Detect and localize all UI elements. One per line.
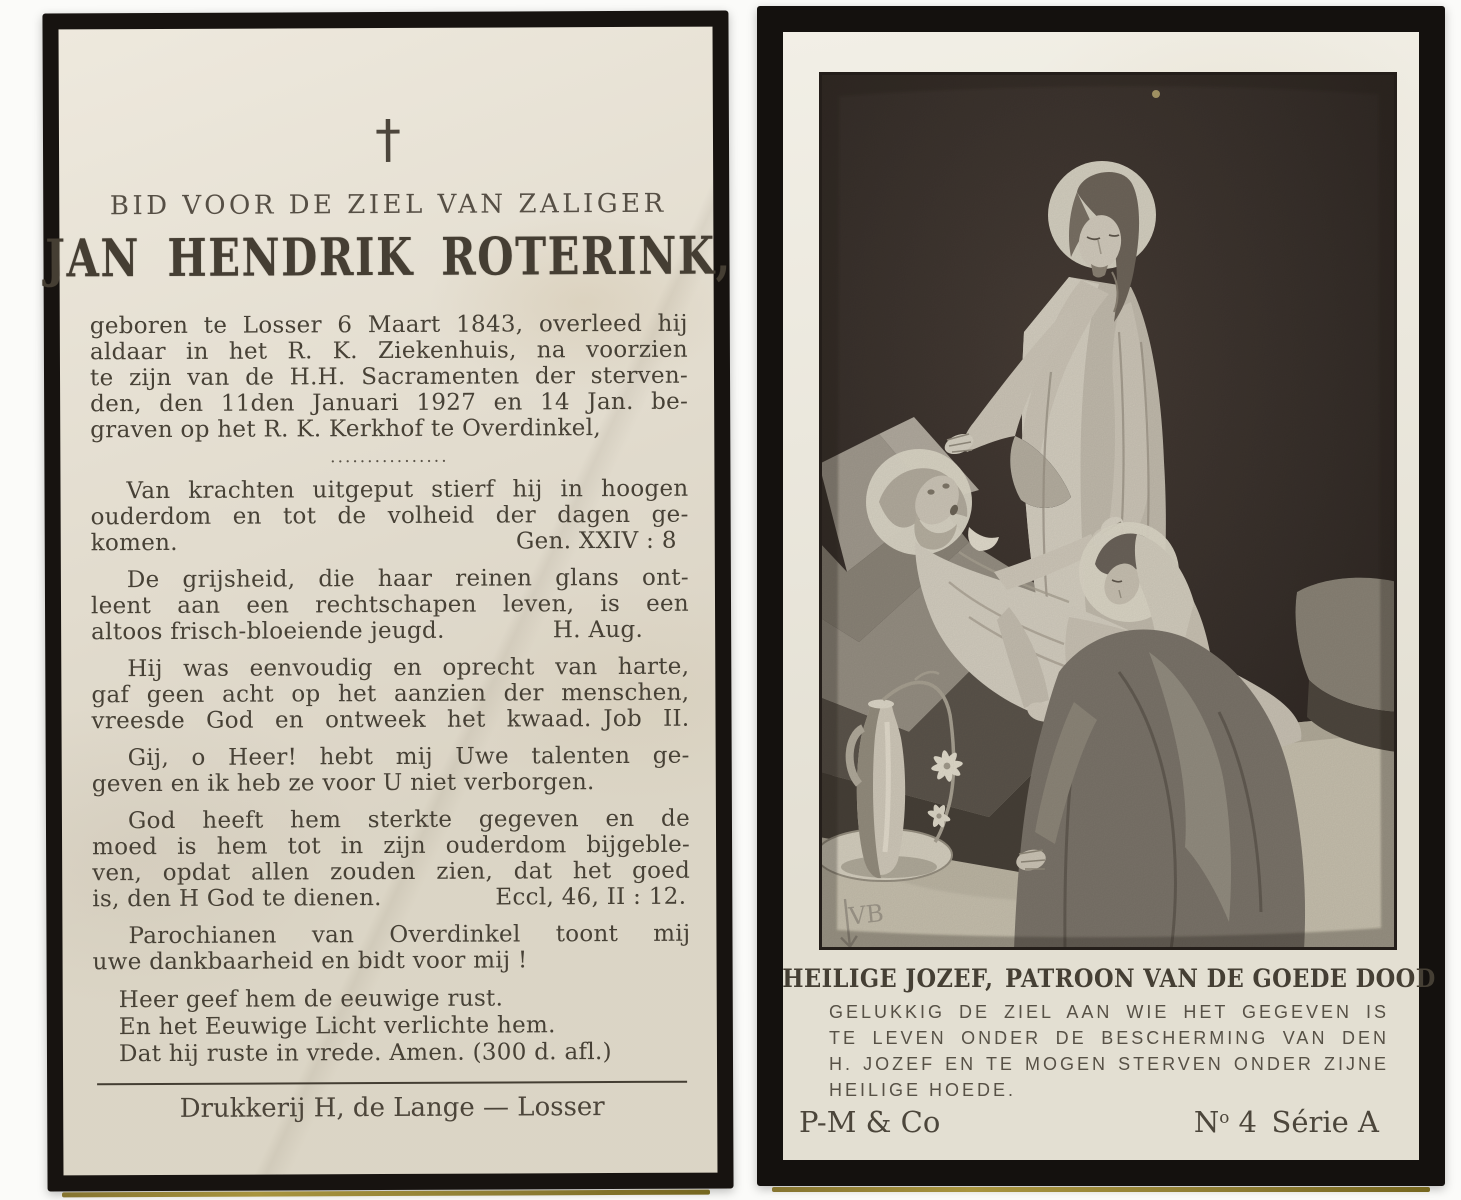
scripture-reference: Eccl, 46, II : 12. bbox=[495, 883, 687, 911]
left-card-content bbox=[45, 109, 732, 1125]
caption-line: HEILIGE HOEDE. bbox=[829, 1080, 1017, 1100]
memorial-card-text-side bbox=[42, 11, 733, 1192]
caption-line: TE LEVEN ONDER DE BESCHERMING VAN DEN bbox=[829, 1028, 1389, 1048]
verse-paragraph-talents: Gij, o Heer! hebt mij Uwe talenten ge- geven en ik heb ze voor U niet verborgen. bbox=[91, 742, 690, 798]
publisher-mark: P-M & Co bbox=[799, 1105, 941, 1139]
caption-title: HEILIGE JOZEF, PATROON VAN DE GOEDE DOOD bbox=[782, 964, 1436, 993]
bio-line: graven op het R. K. Kerkhof te Overdinkel, bbox=[90, 415, 601, 444]
caption-line: H. JOZEF EN TE MOGEN STERVEN ONDER ZIJNE bbox=[829, 1054, 1389, 1074]
verse-paragraph-job: Hij was eenvoudig en oprecht van harte, gaf geen acht op het aanzien der menschen, vreesde God en ontweek het kwaad. Job II. bbox=[91, 653, 690, 735]
printer-line: Drukkerij H, de Lange — Losser bbox=[179, 1092, 605, 1124]
prayer-line: En het Eeuwige Licht verlichte hem. bbox=[118, 1012, 556, 1041]
verse-last-line: komen. bbox=[90, 529, 178, 557]
caption-line: GELUKKIG DE ZIEL AAN WIE HET GEGEVEN IS bbox=[829, 1002, 1389, 1022]
bio-line: geboren te Losser 6 Maart 1843, overleed hij bbox=[89, 310, 688, 340]
dotted-divider: ................ bbox=[330, 446, 449, 468]
gilt-edge bbox=[772, 1187, 1430, 1192]
prayer-line: Dat hij ruste in vrede. Amen. (300 d. afl.) bbox=[118, 1039, 612, 1068]
verse-last-line: is, den H God te dienen. bbox=[92, 885, 382, 913]
publisher-row bbox=[799, 1105, 1379, 1139]
verse-paragraph-genesis: Van krachten uitgeput stierf hij in hoogen ouderdom en tot de volheid der dagen ge- komen. Gen. XXIV : 8 bbox=[90, 475, 689, 557]
verse-last-line: altoos frisch-bloeiende jeugd. bbox=[91, 617, 445, 646]
bio-line: te zijn van de H.H. Sacramenten der sterven- bbox=[89, 362, 689, 392]
verse-paragraph-augustine: De grijsheid, die haar reinen glans ont- leent aan een rechtschapen leven, is een altoos frisch-bloeiende jeugd. H. Aug. bbox=[90, 564, 690, 646]
caption-body bbox=[829, 999, 1389, 1103]
bio-line: den, den 11den Januari 1927 en 14 Jan. be- bbox=[90, 388, 689, 418]
holy-card-image bbox=[819, 72, 1397, 950]
deceased-name bbox=[45, 225, 732, 290]
prayer-line: Heer geef hem de eeuwige rust. bbox=[118, 985, 504, 1014]
scripture-reference: Gen. XXIV : 8 bbox=[515, 527, 677, 555]
svg-text:VB: VB bbox=[847, 899, 886, 931]
closing-prayer bbox=[93, 985, 691, 1069]
scripture-reference: H. Aug. bbox=[552, 616, 644, 644]
image-caption bbox=[782, 964, 1436, 1103]
halftone-grain bbox=[819, 72, 1397, 950]
deceased-name-text: JAN HENDRIK ROTERINK, bbox=[45, 225, 732, 290]
series-number: $N^o$ 4 Série A bbox=[1193, 1105, 1379, 1139]
memorial-card-image-side bbox=[757, 6, 1445, 1186]
bio-line: aldaar in het R. K. Ziekenhuis, na voorzien bbox=[89, 336, 688, 366]
prayer-heading: BID VOOR DE ZIEL VAN ZALIGER bbox=[109, 188, 667, 222]
printer-divider-rule bbox=[97, 1081, 687, 1086]
verse-paragraph-ecclesiasticus: God heeft hem sterkte gegeven en de moed is hem tot in zijn ouderdom bijgeble- ven, opdat allen zouden zien, dat het goed is, den H God te dienen. Eccl, 46, II : 12. bbox=[92, 805, 691, 913]
parishioners-paragraph: Parochianen van Overdinkel toont mij uwe dankbaarheid en bidt voor mij ! bbox=[92, 920, 691, 976]
memorial-cross-icon: † bbox=[374, 109, 402, 171]
biography-paragraph bbox=[90, 311, 689, 444]
